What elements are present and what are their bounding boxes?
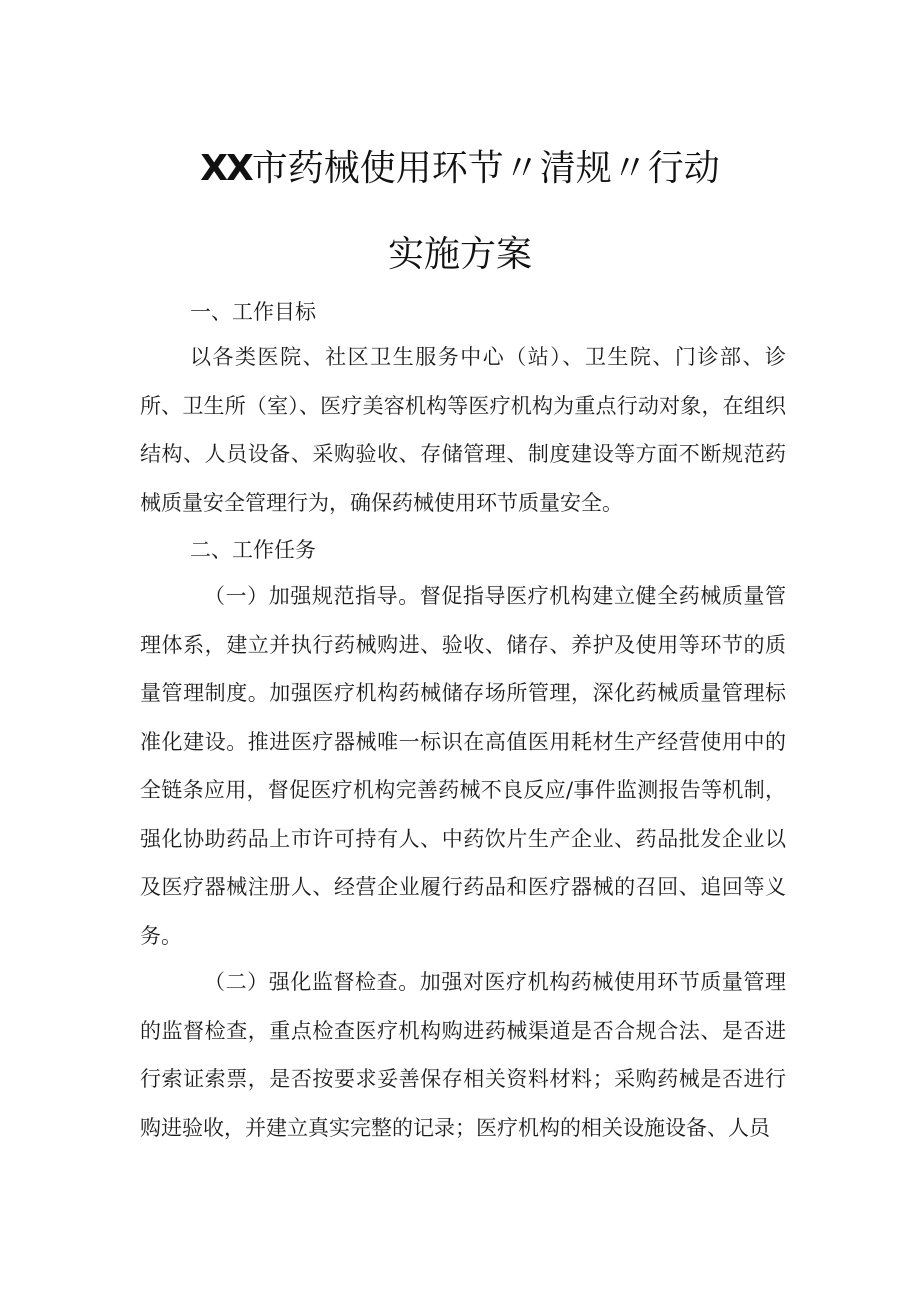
title-line-1-text: 市药械使用环节〃清规〃行动 [251, 148, 720, 189]
title-prefix: XX [200, 148, 252, 189]
section-1-heading: 一、工作目标 [190, 300, 316, 324]
document-title-line-1 [0, 140, 920, 191]
section-2-heading: 二、工作任务 [190, 538, 316, 562]
section-1-paragraph: 以各类医院、社区卫生服务中心（站）、卫生院、门诊部、诊所、卫生所（室）、医疗美容机构等医疗机构为重点行动对象，在组织结构、人员设备、采购验收、存储管理、制度建设等方面不断规范药械质量安全管理行为，确保药械使用环节质量安全。 [140, 345, 786, 515]
task-1-paragraph: （一）加强规范指导。督促指导医疗机构建立健全药械质量管理体系，建立并执行药械购进、验收、储存、养护及使用等环节的质量管理制度。加强医疗机构药械储存场所管理，深化药械质量管理标准化建设。推进医疗器械唯一标识在高值医用耗材生产经营使用中的全链条应用，督促医疗机构完善药械不良反应/事件监测报告等机制，强化协助药品上市许可持有人、中药饮片生产企业、药品批发企业以及医疗器械注册人、经营企业履行药品和医疗器械的召回、追回等义务。 [140, 584, 786, 948]
task-2-paragraph: （二）强化监督检查。加强对医疗机构药械使用环节质量管理的监督检查，重点检查医疗机构购进药械渠道是否合规合法、是否进行索证索票，是否按要求妥善保存相关资料材料；采购药械是否进行购进验收，并建立真实完整的记录；医疗机构的相关设施设备、人员 [140, 970, 786, 1140]
document-title-line-2: 实施方案 [387, 234, 532, 275]
